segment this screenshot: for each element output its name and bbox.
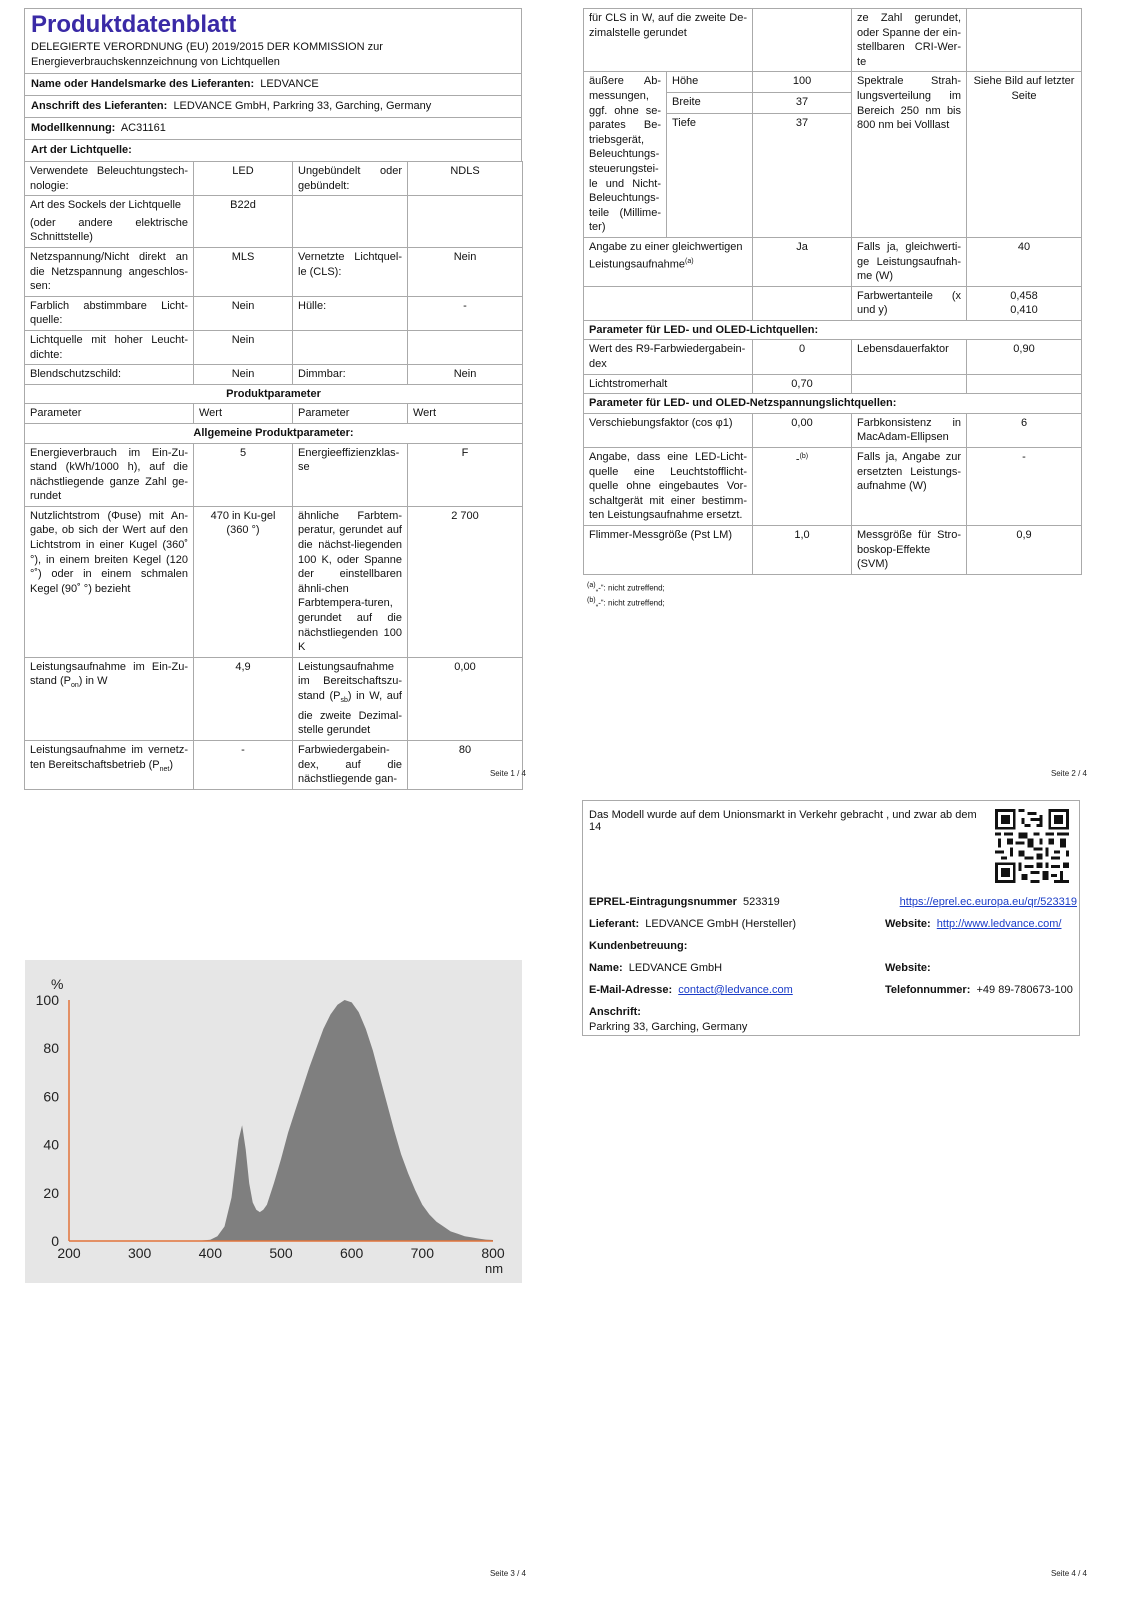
postal-label: Anschrift: [589,1006,641,1018]
email-cell [589,983,885,1005]
phone-value: +49 89-780673-100 [976,984,1073,996]
dim-name: Breite [667,93,753,114]
table-row [584,413,1082,447]
type-header-label: Art der Lichtquelle: [31,144,132,156]
pon-label: Leistungsaufnahme im Ein-Zu-stand (P [30,660,188,688]
website-label: Website: [885,918,931,930]
psb-label: Leistungsaufnahme im Bereitschaftszu-stand (P [298,660,402,702]
row-value: 470 in Ku-gel (360 °) [194,506,293,657]
psb-sub: sb [340,697,348,705]
qr-code-icon [995,809,1069,883]
footnote-b-text: „-“: nicht zutreffend; [595,599,665,609]
pnet-sub: net [159,765,170,773]
spectral-value: Siehe Bild auf letzter Seite [967,72,1082,238]
row-value [408,196,523,248]
row-value: 5 [194,443,293,506]
footnote-a [587,579,1081,595]
table-row [25,296,523,330]
table-row [25,330,523,364]
row-value: 0,70 [753,374,852,394]
row-value: 0,9 [967,526,1082,575]
supplier-name-label: Name oder Handelsmarke des Lieferanten: [31,78,255,90]
section-header [584,394,1082,414]
row-label: ähnliche Farbtem-peratur, gerundet auf die nächst-liegenden 100 K, oder Spanne der einstellbaren ähnli-chen Farbtempera-turen, gerundet auf die nächstliegenden 100 K [293,506,408,657]
info-box [582,800,1080,1036]
row-label: Falls ja, Angabe zur ersetzten Leistungs-aufnahme (W) [852,448,967,526]
params-table-continued [583,8,1082,575]
y-tick-label: 60 [43,1088,59,1105]
socket-label: Art des Sockels der Lichtquelle [30,199,182,212]
x-axis-ticks [57,1245,505,1261]
spectrum-area [196,1000,493,1241]
page-number: Seite 3 / 4 [489,1569,526,1578]
row-value: 0 [753,340,852,374]
x-tick-label: 500 [269,1245,293,1261]
page-4 [561,800,1122,1600]
page-3 [0,800,561,1600]
row-value: 0,00 [753,413,852,447]
x-tick-label: 200 [57,1245,81,1261]
general-params-header: Allgemeine Produktparameter: [25,423,523,443]
pon-tail: ) in W [78,675,108,688]
table-row [589,895,1077,917]
document-title: Produktdatenblatt [31,11,237,38]
market-text: Das Modell wurde auf dem Unionsmarkt in Verkehr gebracht , und zwar ab dem 14 [589,809,977,833]
row-label: Nutzlichtstrom (Φuse) mit An-gabe, ob sich der Wert auf den Lichtstrom in einer Kugel (360˚ °), in einem breiten Kegel (120 °˚) oder in einem schmalen Kegel (90˚ °) bezieht [25,506,194,657]
supplier-name-row [25,73,521,95]
led-params-header: Parameter für LED- und OLED-Lichtquellen: [584,320,1082,340]
y-tick-label: 100 [35,992,59,1008]
row-value: Ja [753,237,852,286]
row-value [753,448,852,526]
header-block [24,8,522,161]
x-tick-label: 600 [339,1245,364,1261]
footnote-a-mark: (a) [587,581,596,589]
table-row [25,196,523,248]
y-axis-unit: % [51,976,64,992]
regulation-text: DELEGIERTE VERORDNUNG (EU) 2019/2015 DER KOMMISSION zur Energieverbrauchskennzeichnung von Lichtquellen [31,41,383,68]
y-tick-label: 80 [43,1040,59,1057]
phone-cell [885,983,1077,1005]
x-tick-label: 300 [127,1245,152,1261]
x-tick-label: 800 [481,1245,505,1261]
mains-params-header: Parameter für LED- und OLED-Netzspannungslichtquellen: [584,394,1082,414]
column-header-param: Parameter [25,404,194,424]
table-row [584,9,1082,72]
x-tick-label: 400 [198,1245,223,1261]
row-label [293,330,408,364]
column-header-param: Parameter [293,404,408,424]
row-value: Nein [408,365,523,385]
row-label: Netzspannung/Nicht direkt an die Netzspannung angeschlos-sen: [25,247,194,296]
table-row [25,443,523,506]
dim-value: 100 [753,72,852,93]
row-label: Messgröße für Stro-boskop-Effekte (SVM) [852,526,967,575]
table-row [25,657,523,740]
socket-label-note: (oder andere elektrische Schnittstelle) [30,216,188,244]
supplier-name-value: LEDVANCE [260,78,319,90]
chroma-x: 0,458 [1010,289,1038,302]
spectral-label: Spektrale Strah-lungsverteilung im Bereich 250 nm bis 800 nm bei Volllast [852,72,967,238]
row-value: MLS [194,247,293,296]
name-label: Name: [589,962,623,974]
row-value: 4,9 [194,657,293,740]
row-label: Ungebündelt oder gebündelt: [293,162,408,196]
row-value: - [967,448,1082,526]
care-website-label: Website: [885,962,931,974]
row-value [967,286,1082,320]
row-value: B22d [194,196,293,248]
y-tick-label: 20 [43,1184,59,1201]
page-2 [561,0,1122,800]
row-label [25,657,194,740]
supplier-value: LEDVANCE GmbH (Hersteller) [645,918,797,930]
pnet-tail: ) [169,758,174,771]
care-name-cell [589,961,885,983]
table-row [25,740,523,789]
row-value: Nein [194,365,293,385]
row-value: 40 [967,237,1082,286]
row-label: Flimmer-Messgröße (Pst LM) [584,526,753,575]
row-value: Nein [194,330,293,364]
x-tick-label: 700 [410,1245,435,1261]
dims-label: äußere Ab-messungen, ggf. ohne se-parates Be-triebsgerät, Beleuchtungs-steuerungstei-le und Nicht-Beleuchtungs-teile (Millime-ter) [584,72,667,238]
table-row [584,448,1082,526]
postal-value: Parkring 33, Garching, Germany [589,1020,748,1033]
spectral-chart-svg [25,960,522,1283]
row-value: Nein [408,247,523,296]
equiv-label: Angabe zu einer gleichwertigen Leistungsaufnahme [589,240,743,271]
table-row [589,961,1077,983]
type-header [25,139,521,161]
eprel-label: EPREL-Eintragungsnummer [589,896,737,908]
page-1 [0,0,561,800]
row-label: Vernetzte Lichtquel-le (CLS): [293,247,408,296]
dim-value: 37 [753,93,852,114]
phone-label: Telefonnummer: [885,984,971,996]
row-label: Wert des R9-Farbwiedergabein-dex [584,340,753,374]
y-axis-ticks [36,992,60,1249]
footnote-b-mark: (b) [587,597,596,605]
website-cell [885,917,1077,939]
table-row [584,237,1082,286]
x-axis-unit: nm [485,1261,504,1276]
light-source-table [24,161,523,790]
section-header [584,320,1082,340]
eprel-value: 523319 [743,896,780,908]
table-row [584,374,1082,394]
address-label: Anschrift des Lieferanten: [31,100,168,112]
row-label: Blendschutzschild: [25,365,194,385]
row-label: Energieverbrauch im Ein-Zu-stand (kWh/1000 h), auf die nächstliegende ganze Zahl ge-rundet [25,443,194,506]
equiv-sup: (a) [685,257,694,265]
column-header-value: Wert [408,404,523,424]
footnote-a-text: „-“: nicht zutreffend; [595,583,665,593]
row-label: Farbkonsistenz in MacAdam-Ellipsen [852,413,967,447]
website-link[interactable]: http://www.ledvance.com/ [936,918,1062,930]
row-value: 80 [408,740,523,789]
row-label: Energieeffizienzklas-se [293,443,408,506]
row-label: ze Zahl gerundet, oder Spanne der ein-stellbaren CRI-Wer-te [852,9,967,72]
row-value: NDLS [408,162,523,196]
y-tick-label: 0 [51,1233,59,1249]
table-row [589,1005,1077,1034]
page-number: Seite 2 / 4 [1050,769,1087,778]
customer-care-label: Kundenbetreuung: [589,940,688,952]
table-row [584,286,1082,320]
row-label: Angabe, dass eine LED-Licht-quelle eine Leuchtstofflicht-quelle ohne eingebautes Vor-schaltgerät mit einer bestimm-ten Leistungsaufnahme ersetzt. [584,448,753,526]
row-label [293,196,408,248]
row-label: Farbwiedergabein-dex, auf die nächstliegende gan- [293,740,408,789]
pon-sub: on [70,682,79,690]
row-label: Lebensdauerfaktor [852,340,967,374]
table-row [589,917,1077,939]
dim-name: Tiefe [667,113,753,133]
table-row [589,939,1077,961]
row-value [408,330,523,364]
y-tick-label: 40 [43,1136,59,1153]
row-label: Lichtstromerhalt [584,374,753,394]
table-row [584,72,1082,93]
address-row [25,95,521,117]
row-label [25,196,194,248]
model-row [25,117,521,139]
contact-table [589,895,1077,1034]
row-label: Hülle: [293,296,408,330]
table-row [25,247,523,296]
column-header-row [25,404,523,424]
row-label: Farblich abstimmbare Licht-quelle: [25,296,194,330]
row-label: Dimmbar: [293,365,408,385]
eprel-link[interactable]: https://eprel.ec.europa.eu/qr/523319 [899,896,1077,908]
supplier-cell [589,917,885,939]
row-value: 0,00 [408,657,523,740]
dim-name: Höhe [667,72,753,93]
row-label: Verschiebungsfaktor (cos φ1) [584,413,753,447]
table-row [25,365,523,385]
row-value: 6 [967,413,1082,447]
table-row [584,340,1082,374]
column-header-value: Wert [194,404,293,424]
row-value: 0,90 [967,340,1082,374]
psb-tail: ) in W, auf die zweite Dezimal-stelle gerundet [298,690,402,737]
row-value: 1,0 [753,526,852,575]
row-label: für CLS in W, auf die zweite De-zimalstelle gerundet [584,9,753,72]
spectral-chart [25,960,522,1283]
row-value: - [408,296,523,330]
table-row [589,983,1077,1005]
row-label [584,237,753,286]
section-header [25,423,523,443]
row-label: Lichtquelle mit hoher Leucht-dichte: [25,330,194,364]
footnotes [583,579,1081,610]
row-value: F [408,443,523,506]
chroma-y: 0,410 [1010,304,1038,317]
row-value: LED [194,162,293,196]
email-link[interactable]: contact@ledvance.com [678,984,793,996]
supplier-label: Lieferant: [589,918,640,930]
table-row [25,506,523,657]
email-label: E-Mail-Adresse: [589,984,673,996]
row-label: Farbwertanteile (x und y) [852,286,967,320]
name-value: LEDVANCE GmbH [628,962,723,974]
row-value [753,9,852,72]
row-label [25,740,194,789]
model-label: Modellkennung: [31,122,116,134]
table-row [584,526,1082,575]
page-number: Seite 1 / 4 [489,769,526,778]
row-value [967,9,1082,72]
row-value: - [194,740,293,789]
product-params-header: Produktparameter [25,384,523,404]
row-label [293,657,408,740]
row-label: Verwendete Beleuchtungstech-nologie: [25,162,194,196]
row-label: Falls ja, gleichwerti-ge Leistungsaufnah-me (W) [852,237,967,286]
eprel-cell [589,895,885,917]
model-value: AC31161 [120,122,166,134]
footnote-b [587,594,1081,610]
dim-value: 37 [753,113,852,133]
section-header [25,384,523,404]
row-value: Nein [194,296,293,330]
cfl-sup: (b) [799,453,809,461]
page-number: Seite 4 / 4 [1050,1569,1087,1578]
row-value: 2 700 [408,506,523,657]
cfl-value: - [795,453,800,466]
address-value: LEDVANCE GmbH, Parkring 33, Garching, Germany [173,100,432,112]
postal-cell [589,1005,885,1034]
table-row [25,162,523,196]
pnet-label: Leistungsaufnahme im vernetz-ten Bereitschaftsbetrieb (P [30,743,188,771]
